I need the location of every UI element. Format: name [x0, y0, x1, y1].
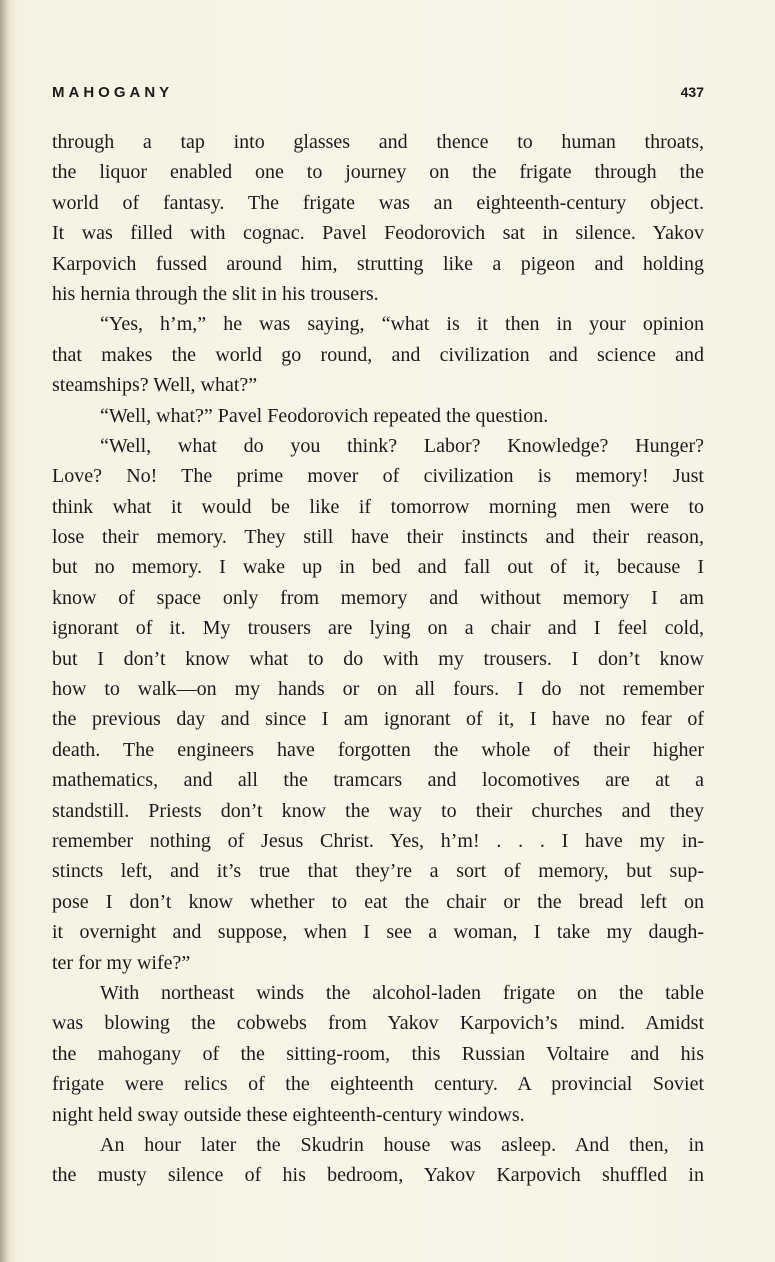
text-line: An hour later the Skudrin house was asleep. And then, in	[100, 1133, 704, 1156]
text-line: night held sway outside these eighteenth-century windows.	[52, 1103, 525, 1126]
text-line: through a tap into glasses and thence to human throats,	[52, 131, 704, 153]
text-line: was blowing the cobwebs from Yakov Karpovich’s mind. Amidst	[52, 1012, 704, 1035]
text-line: ter for my wife?”	[52, 951, 191, 974]
text-line: remember nothing of Jesus Christ. Yes, h’m! . . . I have my in-	[52, 829, 704, 852]
text-line: that makes the world go round, and civilization and science and	[52, 343, 704, 366]
text-line: “Well, what?” Pavel Feodorovich repeated the question.	[100, 404, 549, 427]
text-line: death. The engineers have forgotten the whole of their higher	[52, 738, 704, 761]
page-number: 437	[680, 84, 704, 100]
text-line: steamships? Well, what?”	[52, 374, 258, 397]
text-line: It was filled with cognac. Pavel Feodorovich sat in silence. Yakov	[52, 222, 704, 245]
text-line: think what it would be like if tomorrow morning men were to	[52, 495, 704, 518]
running-head	[52, 84, 704, 108]
spine-shadow	[0, 0, 10, 1262]
text-line: world of fantasy. The frigate was an eighteenth-century object.	[52, 191, 704, 214]
text-line: stincts left, and it’s true that they’re a sort of memory, but sup-	[52, 860, 704, 883]
text-line: it overnight and suppose, when I see a woman, I take my daugh-	[52, 921, 704, 944]
text-line: ignorant of it. My trousers are lying on a chair and I feel cold,	[52, 617, 704, 640]
body-text	[52, 127, 704, 1191]
text-line: lose their memory. They still have their instincts and their reason,	[52, 526, 704, 549]
text-line: With northeast winds the alcohol-laden frigate on the table	[100, 981, 704, 1004]
text-line: Karpovich fussed around him, strutting like a pigeon and holding	[52, 252, 704, 275]
text-line: the mahogany of the sitting-room, this Russian Voltaire and his	[52, 1042, 704, 1065]
text-line: but no memory. I wake up in bed and fall out of it, because I	[52, 556, 704, 579]
text-line: but I don’t know what to do with my trousers. I don’t know	[52, 647, 704, 670]
text-line: standstill. Priests don’t know the way to their churches and they	[52, 799, 704, 822]
running-head-title: MAHOGANY	[52, 84, 174, 101]
text-line: his hernia through the slit in his trousers.	[52, 282, 379, 305]
text-line: how to walk—on my hands or on all fours. I do not remember	[52, 678, 704, 701]
text-line: the musty silence of his bedroom, Yakov Karpovich shuffled in	[52, 1164, 704, 1187]
text-line: the previous day and since I am ignorant of it, I have no fear of	[52, 708, 704, 731]
text-line: know of space only from memory and without memory I am	[52, 586, 704, 609]
text-line: “Well, what do you think? Labor? Knowledge? Hunger?	[100, 434, 704, 457]
text-line: pose I don’t know whether to eat the chair or the bread left on	[52, 890, 704, 913]
text-line: mathematics, and all the tramcars and locomotives are at a	[52, 769, 704, 792]
text-line: “Yes, h’m,” he was saying, “what is it then in your opinion	[100, 313, 704, 336]
text-line: frigate were relics of the eighteenth century. A provincial Soviet	[52, 1073, 704, 1096]
text-line: Love? No! The prime mover of civilization is memory! Just	[52, 465, 704, 488]
text-line: the liquor enabled one to journey on the frigate through the	[52, 161, 704, 184]
